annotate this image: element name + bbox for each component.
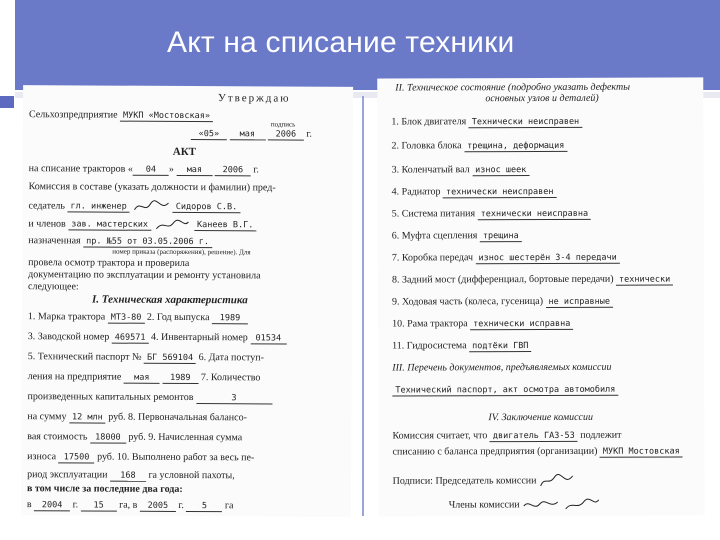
column-divider <box>362 96 364 516</box>
defect-row <box>392 274 673 287</box>
members-label: и членов <box>28 218 66 230</box>
appointed-label: назначенная <box>28 235 81 247</box>
act-day-quote: » <box>168 163 174 175</box>
defect-label: 4. Радиатор <box>391 186 441 198</box>
field-label: 7. Количество <box>200 372 261 384</box>
year-value: 2004 <box>34 500 70 511</box>
act-day: 04 <box>133 165 169 176</box>
defect-label: 5. Система питания <box>391 208 476 220</box>
commission-text: Комиссия в составе (указать должности и фамилии) пред- <box>28 181 276 194</box>
enterprise-label: Сельхозпредприятие <box>28 109 118 121</box>
defect-label: 2. Головка блока <box>391 140 462 152</box>
approve-year-suffix: г. <box>306 128 312 140</box>
section-3-heading: III. Перечень документов, предъявляемых комиссии <box>392 361 612 374</box>
field-row <box>28 371 261 384</box>
conclusion-text: подлежит <box>580 429 622 441</box>
defect-label: 11. Гидросистема <box>392 340 467 352</box>
signature-label: Члены комиссии <box>448 499 520 511</box>
defect-row <box>392 186 557 199</box>
field-value: 01534 <box>250 333 286 344</box>
defect-label: 6. Муфта сцепления <box>391 230 478 242</box>
field-row <box>27 411 247 424</box>
defect-value: трещина <box>480 231 522 242</box>
field-label: 6. Дата поступ- <box>198 352 265 364</box>
defect-label: 7. Коробка передач <box>391 252 474 264</box>
conclusion-text: списанию с баланса предприятия (организации) <box>392 445 598 458</box>
conclusion-value: двигатель ГАЗ-53 <box>490 431 578 442</box>
conclusion-value: МУКП Мостовская <box>600 447 683 458</box>
chair-label: седатель <box>28 200 66 212</box>
field-row <box>27 451 254 464</box>
member-position: зав. мастерских <box>68 220 151 231</box>
chair-name: Сидоров С.В. <box>173 202 240 213</box>
approve-month: мая <box>229 129 265 140</box>
section-2-subheading: основных узлов и деталей) <box>485 92 599 105</box>
act-subtitle-prefix: на списание тракторов « <box>28 163 133 175</box>
signature-scribble <box>539 474 577 488</box>
slide-bullet-marker <box>0 96 14 108</box>
act-year: 2006 <box>215 165 251 176</box>
signature-label: Подписи: Председатель комиссии <box>392 475 537 487</box>
field-row <box>27 391 272 404</box>
defect-row <box>392 296 613 309</box>
field-value: мая <box>124 373 160 384</box>
field-label: 5. Технический паспорт № <box>27 351 142 363</box>
defect-label: 10. Рама трактора <box>392 318 468 330</box>
field-value: 469571 <box>112 333 149 344</box>
years-note: в том числе за последние два года: <box>26 483 183 495</box>
field-label: на сумму <box>27 411 67 423</box>
field-label: 3. Заводской номер <box>27 331 110 343</box>
chair-signature-row <box>393 474 577 489</box>
enterprise-row <box>29 109 213 122</box>
documents-value: Технический паспорт, акт осмотра автомобиля <box>392 385 618 397</box>
defect-label: 3. Коленчатый вал <box>391 164 470 176</box>
field-value: 1989 <box>212 313 248 324</box>
defect-value: подтёки ГВП <box>469 341 531 352</box>
field-label: износа <box>27 451 57 463</box>
field-label: руб. 8. Первоначальная балансо- <box>108 411 247 424</box>
field-value: 12 млн <box>69 412 106 423</box>
defect-value: трещина, деформация <box>464 141 567 152</box>
act-page-left <box>21 85 353 517</box>
defect-value: износ шеек <box>472 165 529 176</box>
approve-year: 2006 <box>268 129 304 140</box>
years-word: г. <box>178 499 184 511</box>
chair-row <box>28 199 240 214</box>
defect-row <box>392 340 531 352</box>
years-word: га, <box>119 499 131 511</box>
enterprise-value: МУКП «Мостовская» <box>120 111 213 122</box>
desc-line: документацию по эксплуатации и ремонту установила <box>28 269 261 282</box>
field-label: руб. 10. Выполнено работ за весь пе- <box>97 451 255 464</box>
members-signature-row <box>449 498 601 513</box>
appointed-value: пр. №55 от 03.05.2006 г. <box>83 236 212 248</box>
defect-label: 1. Блок двигателя <box>391 116 467 128</box>
area-value: 5 <box>186 501 222 512</box>
signature-scribble <box>132 200 170 214</box>
field-label: вая стоимость <box>27 431 88 443</box>
act-subtitle <box>29 163 259 176</box>
field-value: 168 <box>110 471 146 482</box>
act-month: мая <box>176 165 212 176</box>
approve-date <box>191 128 312 141</box>
act-year-suffix: г. <box>253 164 259 176</box>
documents-row <box>392 384 618 397</box>
conclusion-row <box>392 430 621 443</box>
defect-row <box>392 230 522 242</box>
defect-value: технически неисправна <box>478 209 592 220</box>
approve-day: «05» <box>191 129 227 140</box>
year-value: 2005 <box>140 501 176 512</box>
conclusion-text: Комиссия считает, что <box>392 430 488 442</box>
field-row <box>28 311 248 324</box>
defect-row <box>392 164 530 176</box>
field-label: 1. Марка трактора <box>27 311 106 323</box>
defect-value: технически исправна <box>470 319 573 330</box>
field-label: 2. Год выпуска <box>146 311 210 324</box>
defect-label: 8. Задний мост (дифференциал, бортовые передачи) <box>391 273 614 286</box>
defect-label: 9. Ходовая часть (колеса, гусеница) <box>391 295 544 308</box>
field-row <box>28 351 264 364</box>
section-4-heading: IV. Заключение комиссии <box>488 411 593 424</box>
defect-value: износ шестерён 3-4 передачи <box>476 253 620 265</box>
years-word: га <box>224 500 234 512</box>
defect-row <box>392 252 620 265</box>
defect-row <box>392 318 573 331</box>
field-label: га условной пахоты, <box>148 469 235 482</box>
defect-value: Технически неисправен <box>469 117 583 128</box>
desc-line: провела осмотр трактора и проверила <box>28 257 190 270</box>
section-2-heading: II. Техническое состояние (подробно указать дефекты <box>395 81 630 94</box>
member-name: Канеев В.Г. <box>194 220 256 231</box>
act-page-right <box>377 77 705 516</box>
field-value: МТЗ-80 <box>108 313 145 324</box>
conclusion-row <box>393 446 683 459</box>
years-word: в <box>26 499 32 511</box>
approve-heading: Утверждаю <box>218 92 291 105</box>
field-row <box>27 431 242 444</box>
field-label: ления на предприятие <box>27 371 122 383</box>
signature-scribble <box>563 498 601 512</box>
field-label: 4. Инвентарный номер <box>150 331 248 344</box>
signature-caption: подпись <box>270 120 296 129</box>
order-note: номер приказа (распоряжения), решение). Для <box>112 247 251 257</box>
years-row <box>27 499 234 512</box>
defect-row <box>392 208 591 221</box>
appointed-row <box>28 235 212 248</box>
defect-value: не исправные <box>546 297 613 308</box>
defect-value: технически неисправен <box>443 187 557 198</box>
field-label: риод эксплуатации <box>27 469 108 481</box>
defect-row <box>391 116 582 129</box>
years-word: в <box>132 499 138 511</box>
field-value: 3 <box>196 393 272 404</box>
signature-scribble <box>154 218 192 232</box>
years-word: г. <box>72 499 79 511</box>
defect-row <box>391 140 567 153</box>
defect-value: технически <box>616 275 673 286</box>
field-value: 18000 <box>90 432 126 443</box>
title-bar <box>15 0 720 90</box>
field-row <box>27 469 235 482</box>
section-1-heading: I. Техническая характеристика <box>91 293 248 307</box>
signature-scribble <box>522 498 560 512</box>
field-value: 1989 <box>162 373 198 384</box>
area-value: 15 <box>81 500 117 511</box>
field-label: произведенных капитальных ремонтов <box>27 391 194 404</box>
slide-title: Акт на списание техники <box>167 26 515 59</box>
field-value: БГ 569104 <box>144 353 196 364</box>
desc-line: следующее: <box>28 281 79 293</box>
field-row <box>28 331 287 344</box>
members-row <box>28 217 256 232</box>
field-value: 17500 <box>59 452 95 463</box>
act-heading: АКТ <box>172 145 197 159</box>
field-label: руб. 9. Начисленная сумма <box>128 431 243 444</box>
chair-position: гл. инженер <box>67 202 129 213</box>
